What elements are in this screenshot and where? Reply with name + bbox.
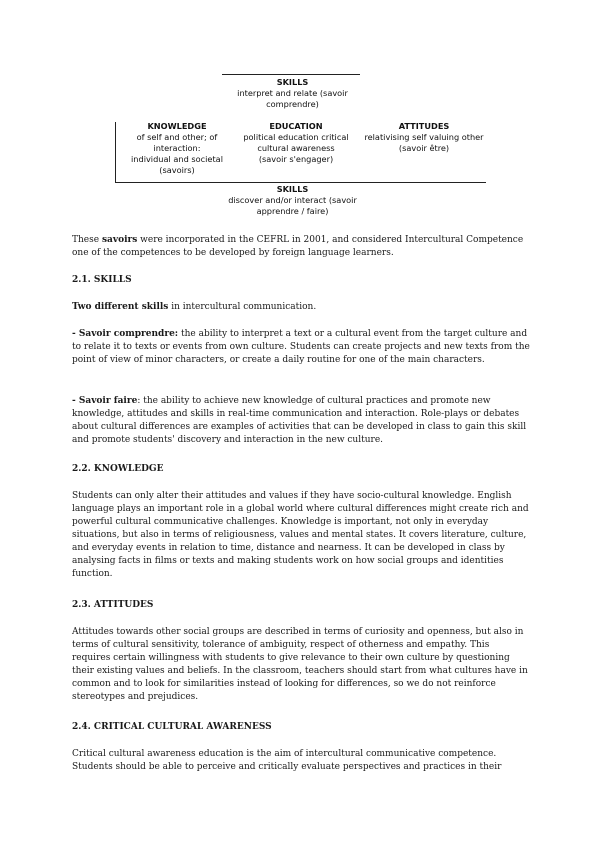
intro-post: were incorporated in the CEFRL in 2001, and considered Intercultural Competence one of the competences to be developed by foreign language learners. xyxy=(72,235,524,258)
savoir-faire-text: : the ability to achieve new knowledge of cultural practices and promote new knowledge, attitudes and skills in real-time communication and interaction. Role-plays or debates about cultural differences are examples of activities that can be developed in class to gain this skill and promote students' discovery and interaction in the new culture. xyxy=(72,396,527,445)
diagram-middle-rule xyxy=(115,182,486,183)
attitudes-line2: (savoir être) xyxy=(398,143,450,153)
critical-awareness-body: Critical cultural awareness education is the aim of intercultural communicative competence. Students should be able to perceive and critically evaluate perspectives and practices in their xyxy=(72,749,502,772)
education-box xyxy=(234,121,358,165)
skills-top-title: SKILLS xyxy=(276,77,309,87)
skills-lead-bold: Two different skills xyxy=(72,302,169,312)
intro-bold: savoirs xyxy=(101,235,138,245)
skills-bottom-line1: discover and/or interact (savoir xyxy=(228,195,357,205)
skills-top-line1: interpret and relate (savoir xyxy=(237,88,348,98)
skills-top-box xyxy=(210,77,375,110)
skills-bottom-title: SKILLS xyxy=(276,184,309,194)
education-line1: political education critical xyxy=(243,132,349,142)
diagram-left-rule xyxy=(115,122,116,182)
knowledge-line2: interaction: xyxy=(153,143,201,153)
attitudes-body: Attitudes towards other social groups are described in terms of curiosity and openness, but also in terms of cultural sensitivity, tolerance of ambiguity, respect of otherness and empathy. This requires certain willingness with students to give relevance to their own culture by questioning their existing values and beliefs. In the classroom, teachers should start from what cultures have in common and to look for similarities instead of looking for differences, so we do not reinforce stereotypes and prejudices. xyxy=(72,627,528,702)
savoir-comprendre-label: - Savoir comprendre: xyxy=(72,329,179,339)
knowledge-body: Students can only alter their attitudes and values if they have socio-cultural knowledge. English language plays an important role in a global world where cultural differences might create rich and powerful cultural communicative challenges. Knowledge is important, not only in everyday situations, but also in terms of religiousness, values and mental states. It covers literature, culture, and everyday events in relation to time, distance and nearness. It can be developed in class by analysing facts in films or texts and making students work on how social groups and identities function. xyxy=(72,491,529,579)
savoir-comprendre-text: the ability to interpret a text or a cultural event from the target culture and to relate it to texts or events from own culture. Students can create projects and new texts from the point of view of minor characters, or create a daily routine for one of the main characters. xyxy=(72,329,530,365)
attitudes-line1: relativising self valuing other xyxy=(364,132,484,142)
education-line2: cultural awareness xyxy=(257,143,335,153)
education-title: EDUCATION xyxy=(269,121,323,131)
intro-pre: These xyxy=(72,235,102,245)
education-line3: (savoir s'engager) xyxy=(258,154,334,164)
savoir-faire-label: - Savoir faire xyxy=(72,396,138,406)
attitudes-paragraph xyxy=(72,626,530,704)
knowledge-title: KNOWLEDGE xyxy=(147,121,207,131)
savoir-faire-paragraph xyxy=(72,395,530,447)
knowledge-box xyxy=(118,121,236,176)
skills-bottom-line2: apprendre / faire) xyxy=(256,206,329,216)
critical-awareness-paragraph xyxy=(72,748,530,774)
byram-model-diagram xyxy=(110,74,490,224)
heading-critical-awareness: 2.4. CRITICAL CULTURAL AWARENESS xyxy=(72,722,272,732)
knowledge-line1: of self and other; of xyxy=(136,132,218,142)
knowledge-paragraph xyxy=(72,490,530,581)
skills-top-line2: comprendre) xyxy=(266,99,319,109)
heading-skills: 2.1. SKILLS xyxy=(72,275,132,285)
skills-lead-paragraph xyxy=(72,301,530,314)
heading-knowledge: 2.2. KNOWLEDGE xyxy=(72,464,164,474)
intro-paragraph xyxy=(72,234,530,260)
knowledge-line3: individual and societal xyxy=(131,154,223,164)
savoir-comprendre-paragraph xyxy=(72,328,530,367)
heading-attitudes: 2.3. ATTITUDES xyxy=(72,600,154,610)
diagram-top-rule xyxy=(222,74,360,75)
attitudes-title: ATTITUDES xyxy=(398,121,450,131)
skills-lead-rest: in intercultural communication. xyxy=(168,302,317,312)
attitudes-box xyxy=(360,121,488,154)
skills-bottom-box xyxy=(210,184,375,217)
knowledge-line4: (savoirs) xyxy=(159,165,195,175)
